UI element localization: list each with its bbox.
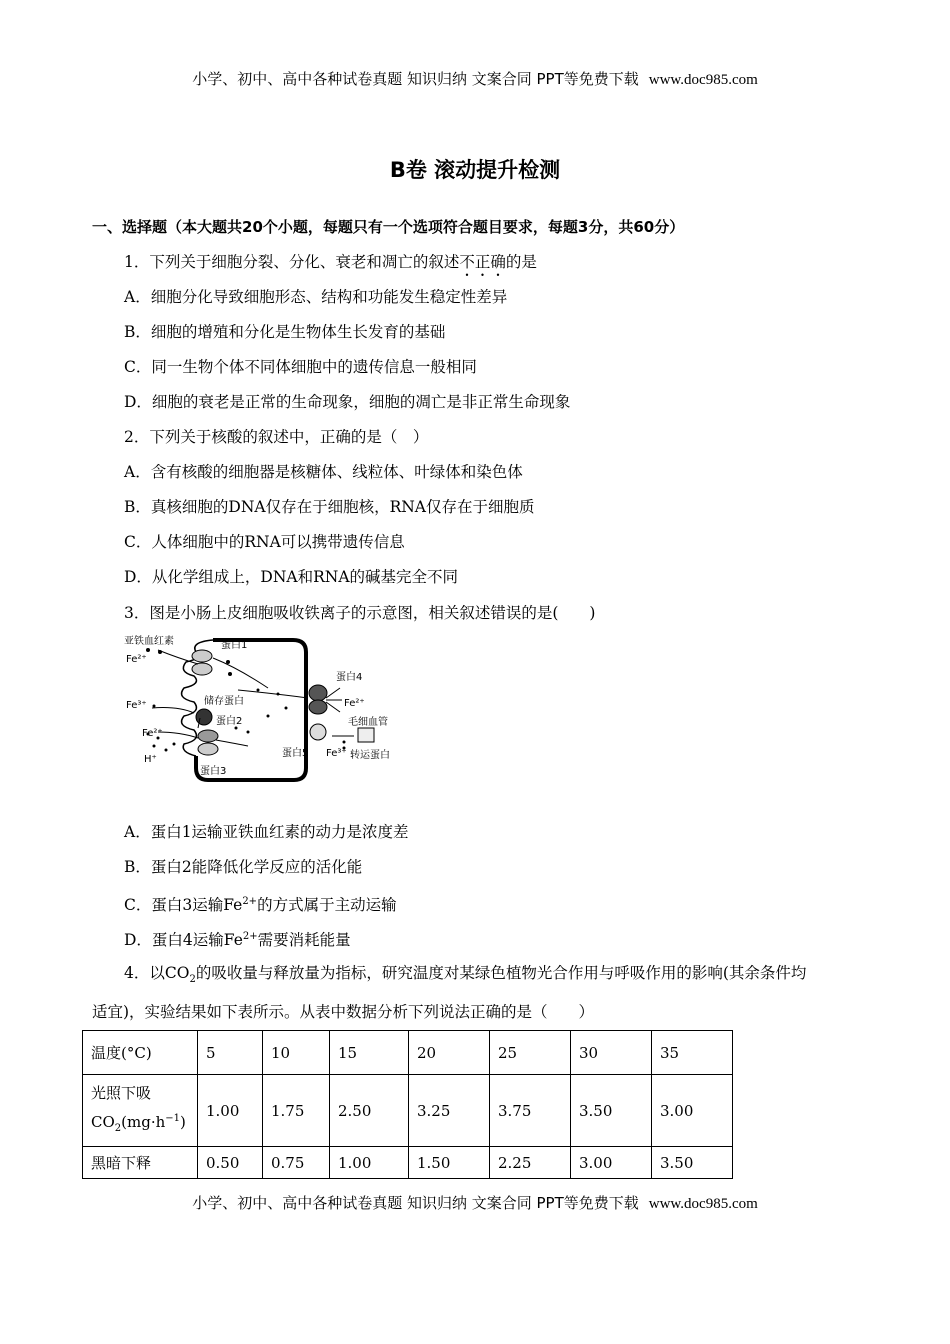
table-row-temperature: 温度(°C) 5 10 15 20 25 30 35 <box>83 1031 733 1075</box>
q3-option-b: B．蛋白2能降低化学反应的活化能 <box>124 858 363 876</box>
q3-stem: 3．图是小肠上皮细胞吸收铁离子的示意图，相关叙述错误的是( ) <box>124 604 596 622</box>
q1-stem-tail: 的是 <box>505 253 537 271</box>
q1-stem-text: 1．下列关于细胞分裂、分化、衰老和凋亡的叙述 <box>124 253 460 271</box>
label-capillary: 毛细血管 <box>348 717 388 728</box>
q3-option-c: C．蛋白3运输$Fe^{2+}$的方式属于主动运输 <box>124 896 397 915</box>
label-transport-protein: 转运蛋白 <box>350 750 390 761</box>
q1-option-d: D．细胞的衰老是正常的生命现象，细胞的凋亡是非正常生命现象 <box>124 393 571 411</box>
section-heading: 一、选择题（本大题共20个小题，每题只有一个选项符合题目要求，每题3分，共60分） <box>92 218 685 236</box>
q1-option-c: C．同一生物个体不同体细胞中的遗传信息一般相同 <box>124 358 477 376</box>
label-fe3-left: Fe³⁺ <box>126 700 147 711</box>
protein1-shape <box>192 650 212 662</box>
protein4-shape <box>309 685 327 701</box>
table-header-dark: 黑暗下释 <box>83 1147 198 1179</box>
page-header <box>0 68 950 89</box>
label-protein1: 蛋白1 <box>221 640 248 651</box>
footer-text: 小学、初中、高中各种试卷真题 知识归纳 文案合同 PPT等免费下载 <box>192 1194 639 1212</box>
page-footer <box>0 1192 950 1213</box>
page-title: B卷 滚动提升检测 <box>389 158 561 182</box>
label-protein4: 蛋白4 <box>336 672 363 683</box>
table-header-temperature: 温度(°C) <box>83 1031 198 1075</box>
label-h: H⁺ <box>144 754 157 765</box>
q2-option-b: B．真核细胞的DNA仅存在于细胞核，RNA仅存在于细胞质 <box>124 498 535 516</box>
cell-outline <box>196 640 309 780</box>
q1-option-b: B．细胞的增殖和分化是生物体生长发育的基础 <box>124 323 446 341</box>
q1-emphasis: 不正确 <box>459 253 506 271</box>
q2-option-d: D．从化学组成上，DNA和RNA的碱基完全不同 <box>124 568 459 586</box>
q3-option-a: A．蛋白1运输亚铁血红素的动力是浓度差 <box>124 823 409 841</box>
storage-protein-shape <box>196 709 212 725</box>
q4-stem: 4．以$CO_2$的吸收量与释放量为指标，研究温度对某绿色植物光合作用与呼吸作用的影响(其余条件均 <box>124 964 807 986</box>
q2-stem: 2．下列关于核酸的叙述中，正确的是（ ） <box>124 428 429 446</box>
header-url[interactable]: www.doc985.com <box>648 72 758 88</box>
q1-stem <box>124 252 537 280</box>
iron-absorption-figure <box>118 628 408 788</box>
table-header-light: 光照下吸 $CO_2(mg\cdot h^{-1})$ <box>83 1075 198 1147</box>
table-row-dark: 黑暗下释 0.50 0.75 1.00 1.50 2.25 3.00 3.50 <box>83 1147 733 1179</box>
label-protein3: 蛋白3 <box>200 766 227 777</box>
q3-option-d: D．蛋白4运输$Fe^{2+}$需要消耗能量 <box>124 931 351 950</box>
table-row-light: 光照下吸 $CO_2(mg\cdot h^{-1})$ 1.00 1.75 2.50 3.25 3.75 3.50 3.00 <box>83 1075 733 1147</box>
footer-url[interactable]: www.doc985.com <box>648 1196 758 1212</box>
label-fe2-right: Fe²⁺ <box>344 698 365 709</box>
protein3-shape <box>198 730 218 742</box>
label-fe3-right: Fe³⁺ <box>326 748 347 759</box>
capillary-shape <box>358 728 374 742</box>
q2-option-a: A．含有核酸的细胞器是核糖体、线粒体、叶绿体和染色体 <box>124 463 523 481</box>
label-fe2-top: Fe²⁺ <box>126 654 147 665</box>
label-heme: 亚铁血红素 <box>124 636 174 647</box>
label-protein5: 蛋白5 <box>282 748 309 759</box>
label-fe2-left: Fe²⁺ <box>142 728 163 739</box>
label-protein2: 蛋白2 <box>216 716 243 727</box>
header-text: 小学、初中、高中各种试卷真题 知识归纳 文案合同 PPT等免费下载 <box>192 70 639 88</box>
q4-stem-line2: 适宜)，实验结果如下表所示。从表中数据分析下列说法正确的是（ ） <box>92 1003 595 1021</box>
protein5-shape <box>310 724 326 740</box>
q2-option-c: C．人体细胞中的RNA可以携带遗传信息 <box>124 533 405 551</box>
q1-option-a: A．细胞分化导致细胞形态、结构和功能发生稳定性差异 <box>124 288 508 306</box>
q4-data-table <box>82 1030 733 1179</box>
label-storage-protein: 储存蛋白 <box>204 696 244 707</box>
